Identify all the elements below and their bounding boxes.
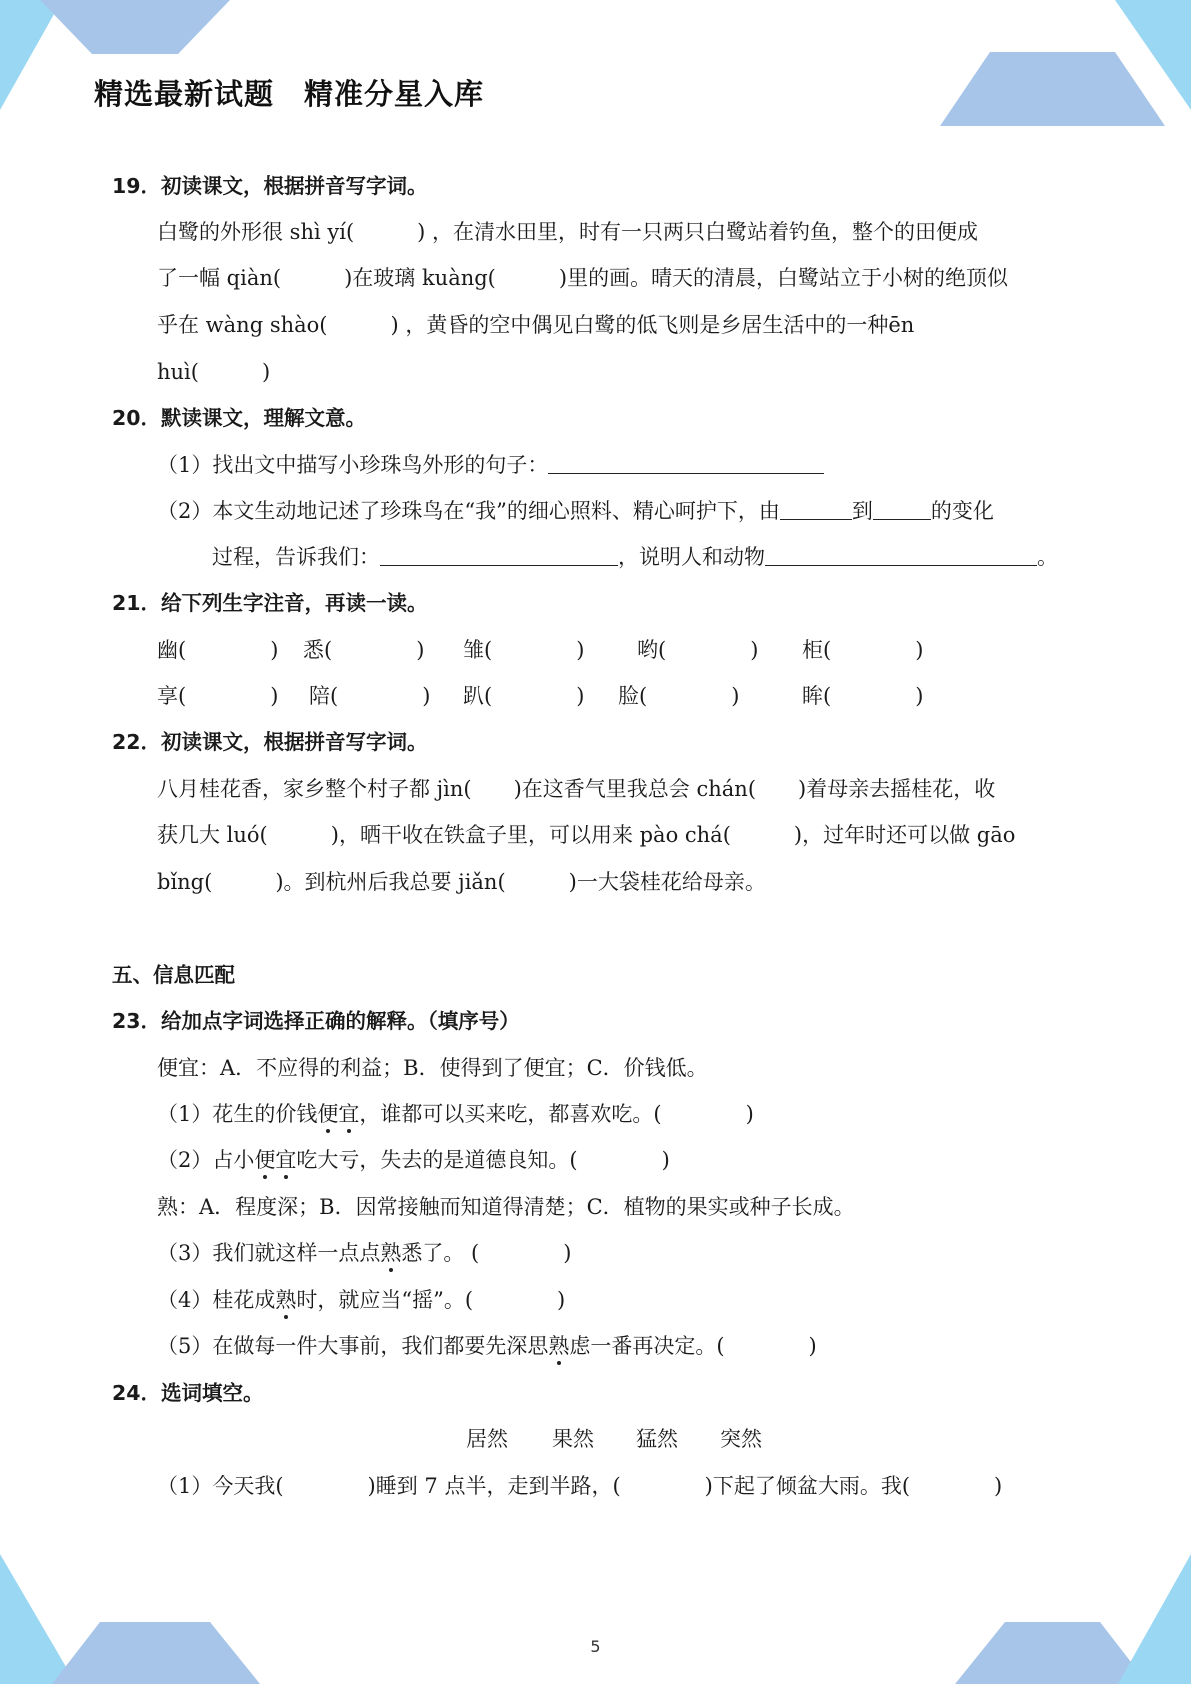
question-23-sentence-4 (157, 1286, 565, 1314)
pinyin-item: 陪( ) (309, 684, 431, 708)
sentence-text: （4）桂花成 (157, 1288, 276, 1312)
question-23-title: 23．给加点字词选择正确的解释。（填序号） (112, 1009, 520, 1033)
question-19-line-2: 了一幅 qiàn( )在玻璃 kuàng( )里的画。晴天的清晨，白鹭站立于小树的绝顶似 (157, 266, 1009, 290)
sentence-text: 时，就应当“摇”。( ) (296, 1288, 566, 1312)
corner-decoration-bottom (0, 1534, 1191, 1684)
question-20-part-2-text-b: 到 (851, 499, 873, 523)
pinyin-item: 脸( ) (618, 684, 740, 708)
sentence-text: （5）在做每一件大事前，我们都要先深思 (157, 1334, 549, 1358)
question-23-sentence-3 (157, 1239, 571, 1267)
question-23-sentence-2 (157, 1146, 670, 1174)
dotted-char: 熟 (380, 1241, 402, 1265)
answer-blank[interactable] (780, 499, 852, 520)
dotted-char: 便 (317, 1102, 339, 1126)
dotted-char: 熟 (548, 1334, 570, 1358)
question-21-title: 21．给下列生字注音，再读一读。 (112, 591, 428, 615)
word-option: 居然 (466, 1427, 508, 1451)
question-22-line-3: bǐng( )。到杭州后我总要 jiǎn( )一大袋桂花给母亲。 (157, 870, 766, 894)
sentence-text: ，谁都可以买来吃，都喜欢吃。( ) (359, 1102, 754, 1126)
pinyin-item: 趴( ) (463, 684, 585, 708)
question-20-title: 20．默读课文，理解文意。 (112, 406, 367, 430)
dotted-word (317, 1102, 359, 1126)
sentence-text: 悉了。 ( ) (401, 1241, 572, 1265)
sentence-text: （1）花生的价钱 (157, 1102, 318, 1126)
question-20-part-2-cont (212, 543, 1058, 571)
sentence-text: （3）我们就这样一点点 (157, 1241, 381, 1265)
pinyin-item: 雏( ) (463, 638, 585, 662)
question-23-definition-2: 熟：A．程度深；B．因常接触而知道得清楚；C．植物的果实或种子长成。 (157, 1195, 855, 1219)
word-option: 突然 (720, 1427, 762, 1451)
dotted-char: 宜 (338, 1102, 360, 1126)
answer-blank[interactable] (380, 545, 618, 566)
question-23-sentence-5 (157, 1332, 817, 1360)
top-right-trapezoid (940, 52, 1165, 126)
question-22-title: 22．初读课文，根据拼音写字词。 (112, 730, 428, 754)
question-19-title: 19．初读课文，根据拼音写字词。 (112, 174, 428, 198)
question-19-line-4: huì( ) (157, 360, 271, 384)
pinyin-item: 眸( ) (802, 684, 924, 708)
dotted-char: 熟 (275, 1288, 297, 1312)
question-24-title: 24．选词填空。 (112, 1381, 264, 1405)
answer-blank[interactable] (548, 453, 824, 474)
corner-decoration-top (0, 0, 1191, 140)
pinyin-item: 悉( ) (303, 638, 425, 662)
word-option: 猛然 (636, 1427, 678, 1451)
page-number: 5 (590, 1637, 601, 1656)
question-20-part-3-text-c: 。 (1037, 545, 1058, 569)
question-22-line-1: 八月桂花香，家乡整个村子都 jìn( )在这香气里我总会 chán( )着母亲去摇桂花，收 (157, 777, 996, 801)
top-left-triangle (0, 0, 62, 110)
dotted-char: 宜 (275, 1148, 297, 1172)
question-20-part-3-text-b: ，说明人和动物 (618, 545, 765, 569)
section-5-heading: 五、信息匹配 (112, 963, 235, 987)
question-22-line-2: 获几大 luó( )，晒干收在铁盒子里，可以用来 pào chá( )，过年时还可以做 gāo (157, 823, 1016, 847)
dotted-char: 便 (254, 1148, 276, 1172)
answer-blank[interactable] (765, 545, 1037, 566)
question-20-part-2-text-a: （2）本文生动地记述了珍珠鸟在“我”的细心照料、精心呵护下，由 (157, 499, 780, 523)
sentence-text: 虑一番再决定。( ) (569, 1334, 817, 1358)
question-24-sentence-1: （1）今天我( )睡到 7 点半，走到半路，( )下起了倾盆大雨。我( ) (157, 1474, 1003, 1498)
header-title: 精选最新试题 精准分星入库 (94, 77, 485, 111)
question-19-line-1: 白鹭的外形很 shì yí( ) ，在清水田里，时有一只两只白鹭站着钓鱼，整个的田便成 (157, 220, 979, 244)
question-20-part-1-text: （1）找出文中描写小珍珠鸟外形的句子： (157, 453, 549, 477)
pinyin-item: 哟( ) (637, 638, 759, 662)
question-20-part-3-text-a: 过程，告诉我们： (212, 545, 380, 569)
pinyin-item: 柜( ) (802, 638, 924, 662)
sentence-text: 吃大亏，失去的是道德良知。( ) (296, 1148, 670, 1172)
question-20-part-2 (157, 497, 994, 525)
question-20-part-2-text-c: 的变化 (930, 499, 994, 523)
question-20-part-1 (157, 451, 824, 479)
question-19-line-3: 乎在 wàng shào( ) ，黄昏的空中偶见白鹭的低飞则是乡居生活中的一种ēn (157, 313, 915, 337)
question-23-definition-1: 便宜：A．不应得的利益；B．使得到了便宜；C．价钱低。 (157, 1056, 708, 1080)
sentence-text: （2）占小 (157, 1148, 255, 1172)
word-option: 果然 (552, 1427, 594, 1451)
dotted-word (254, 1148, 296, 1172)
bottom-left-triangle (0, 1554, 76, 1684)
pinyin-item: 享( ) (157, 684, 279, 708)
question-23-sentence-1 (157, 1100, 754, 1128)
top-left-trapezoid (40, 0, 230, 54)
answer-blank[interactable] (873, 499, 931, 520)
pinyin-item: 幽( ) (157, 638, 279, 662)
